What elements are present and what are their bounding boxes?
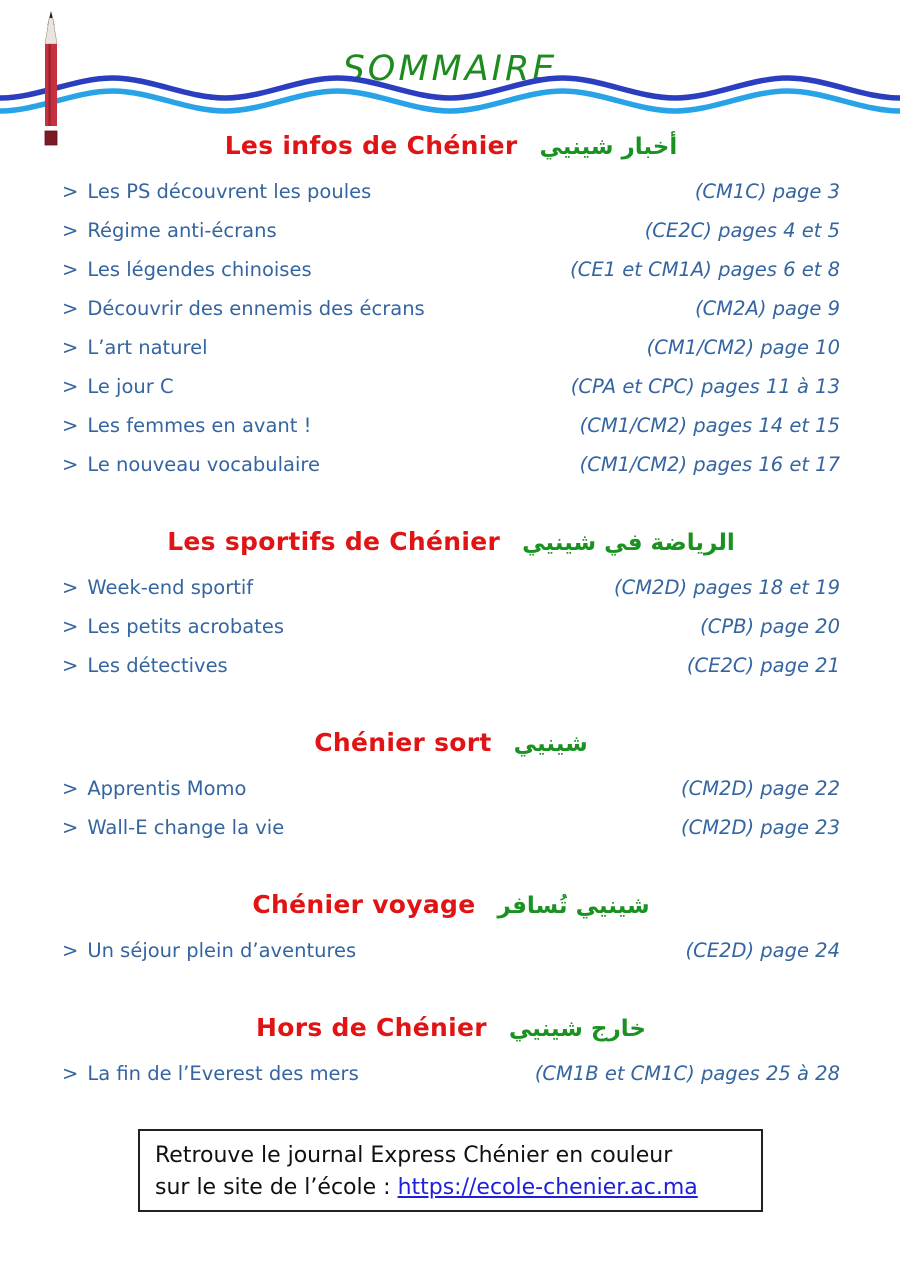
section-title-arabic: خارج شينيي xyxy=(508,1016,646,1042)
toc-entry xyxy=(62,576,840,615)
toc-entry-page-ref: (CE2C) page 21 xyxy=(686,654,840,677)
toc-entry xyxy=(62,180,840,219)
section-title-arabic: شينيي xyxy=(513,731,588,757)
toc-entry-page-ref: (CM2D) pages 18 et 19 xyxy=(613,576,840,599)
toc-entry-title: Wall-E change la vie xyxy=(87,816,285,839)
toc-entry-title: Apprentis Momo xyxy=(87,777,247,800)
chevron-marker: > xyxy=(62,816,79,839)
toc-entry-page-ref: (CM2A) page 9 xyxy=(695,297,840,320)
toc-entry-title: Week-end sportif xyxy=(87,576,254,599)
toc-entry-page-ref: (CM1C) page 3 xyxy=(694,180,840,203)
toc-section xyxy=(62,887,840,978)
section-title-french: Hors de Chénier xyxy=(256,1013,487,1042)
toc-entry-left xyxy=(62,453,320,476)
toc-section xyxy=(62,725,840,855)
toc-entry-title: Un séjour plein d’aventures xyxy=(87,939,357,962)
toc-entry-page-ref: (CM1/CM2) page 10 xyxy=(646,336,840,359)
toc-entry-page-ref: (CM2D) page 23 xyxy=(681,816,840,839)
toc-entry-left xyxy=(62,375,174,398)
toc-entry xyxy=(62,297,840,336)
chevron-marker: > xyxy=(62,777,79,800)
toc-entry xyxy=(62,615,840,654)
toc-entry-title: L’art naturel xyxy=(87,336,208,359)
section-title-arabic: أخبار شينيي xyxy=(539,134,678,160)
chevron-marker: > xyxy=(62,219,79,242)
toc-entry-page-ref: (CPB) page 20 xyxy=(700,615,840,638)
toc-entry xyxy=(62,258,840,297)
toc-entry-left xyxy=(62,414,311,437)
toc-entry xyxy=(62,219,840,258)
page-title: SOMMAIRE xyxy=(342,49,558,90)
toc-entry-page-ref: (CM1/CM2) pages 16 et 17 xyxy=(579,453,840,476)
section-item-list xyxy=(62,180,840,492)
chevron-marker: > xyxy=(62,654,79,677)
section-header xyxy=(62,887,840,923)
chevron-marker: > xyxy=(62,615,79,638)
section-title-arabic: الرياضة في شينيي xyxy=(522,530,735,556)
toc-entry-title: Les PS découvrent les poules xyxy=(87,180,372,203)
footer-line1: Retrouve le journal Express Chénier en couleur xyxy=(155,1143,673,1168)
footer-line2-prefix: sur le site de l’école : xyxy=(155,1175,398,1200)
toc-section xyxy=(62,1010,840,1101)
chevron-marker: > xyxy=(62,297,79,320)
toc-entry-title: Le nouveau vocabulaire xyxy=(87,453,321,476)
toc-entry-left xyxy=(62,336,208,359)
toc-entry xyxy=(62,375,840,414)
section-item-list xyxy=(62,1062,840,1101)
chevron-marker: > xyxy=(62,939,79,962)
section-title-arabic: شينيي تُسافر xyxy=(497,893,650,919)
toc-entry-page-ref: (CM1B et CM1C) pages 25 à 28 xyxy=(534,1062,840,1085)
toc-entry xyxy=(62,414,840,453)
section-title-french: Chénier sort xyxy=(314,728,492,757)
footer-line2 xyxy=(155,1172,761,1204)
toc-entry-title: Les femmes en avant ! xyxy=(87,414,312,437)
section-item-list xyxy=(62,576,840,693)
toc-entry-title: Les légendes chinoises xyxy=(87,258,312,281)
toc-entry xyxy=(62,816,840,855)
toc-entry-left xyxy=(62,576,253,599)
section-header xyxy=(62,1010,840,1046)
section-title-french: Chénier voyage xyxy=(252,890,476,919)
toc-entry-left xyxy=(62,777,247,800)
chevron-marker: > xyxy=(62,336,79,359)
toc-entry-left xyxy=(62,816,284,839)
toc-entry-title: La fin de l’Everest des mers xyxy=(87,1062,359,1085)
chevron-marker: > xyxy=(62,1062,79,1085)
chevron-marker: > xyxy=(62,180,79,203)
toc-entry-left xyxy=(62,180,371,203)
chevron-marker: > xyxy=(62,414,79,437)
toc-entry-title: Découvrir des ennemis des écrans xyxy=(87,297,425,320)
toc-entry-left xyxy=(62,1062,359,1085)
toc-section xyxy=(62,524,840,693)
toc-entry-left xyxy=(62,615,284,638)
section-title-french: Les infos de Chénier xyxy=(224,131,518,160)
section-item-list xyxy=(62,939,840,978)
toc-entry-page-ref: (CPA et CPC) pages 11 à 13 xyxy=(570,375,840,398)
toc-entry-page-ref: (CE2C) pages 4 et 5 xyxy=(644,219,840,242)
chevron-marker: > xyxy=(62,453,79,476)
toc-entry xyxy=(62,453,840,492)
toc-entry-page-ref: (CM1/CM2) pages 14 et 15 xyxy=(579,414,840,437)
toc-entry-page-ref: (CE1 et CM1A) pages 6 et 8 xyxy=(570,258,840,281)
chevron-marker: > xyxy=(62,375,79,398)
toc-entry xyxy=(62,1062,840,1101)
toc-entry-title: Régime anti-écrans xyxy=(87,219,277,242)
toc-entry xyxy=(62,654,840,693)
chevron-marker: > xyxy=(62,576,79,599)
section-header xyxy=(62,524,840,560)
section-header xyxy=(62,128,840,164)
toc-section xyxy=(62,128,840,492)
section-title-french: Les sportifs de Chénier xyxy=(167,527,501,556)
toc-entry-page-ref: (CE2D) page 24 xyxy=(685,939,840,962)
chevron-marker: > xyxy=(62,258,79,281)
section-header xyxy=(62,725,840,761)
toc-entry-left xyxy=(62,654,228,677)
toc-entry-left xyxy=(62,297,425,320)
school-site-link[interactable]: https://ecole-chenier.ac.ma xyxy=(397,1175,698,1200)
toc-entry-left xyxy=(62,939,356,962)
toc-entry-title: Les détectives xyxy=(87,654,228,677)
section-item-list xyxy=(62,777,840,855)
toc-entry xyxy=(62,336,840,375)
toc-entry xyxy=(62,939,840,978)
toc-entry-left xyxy=(62,258,312,281)
toc-entry-title: Les petits acrobates xyxy=(87,615,284,638)
toc-entry-page-ref: (CM2D) page 22 xyxy=(681,777,840,800)
toc-entry xyxy=(62,777,840,816)
site-info-box xyxy=(138,1129,763,1212)
toc-entry-left xyxy=(62,219,277,242)
toc-entry-title: Le jour C xyxy=(87,375,174,398)
